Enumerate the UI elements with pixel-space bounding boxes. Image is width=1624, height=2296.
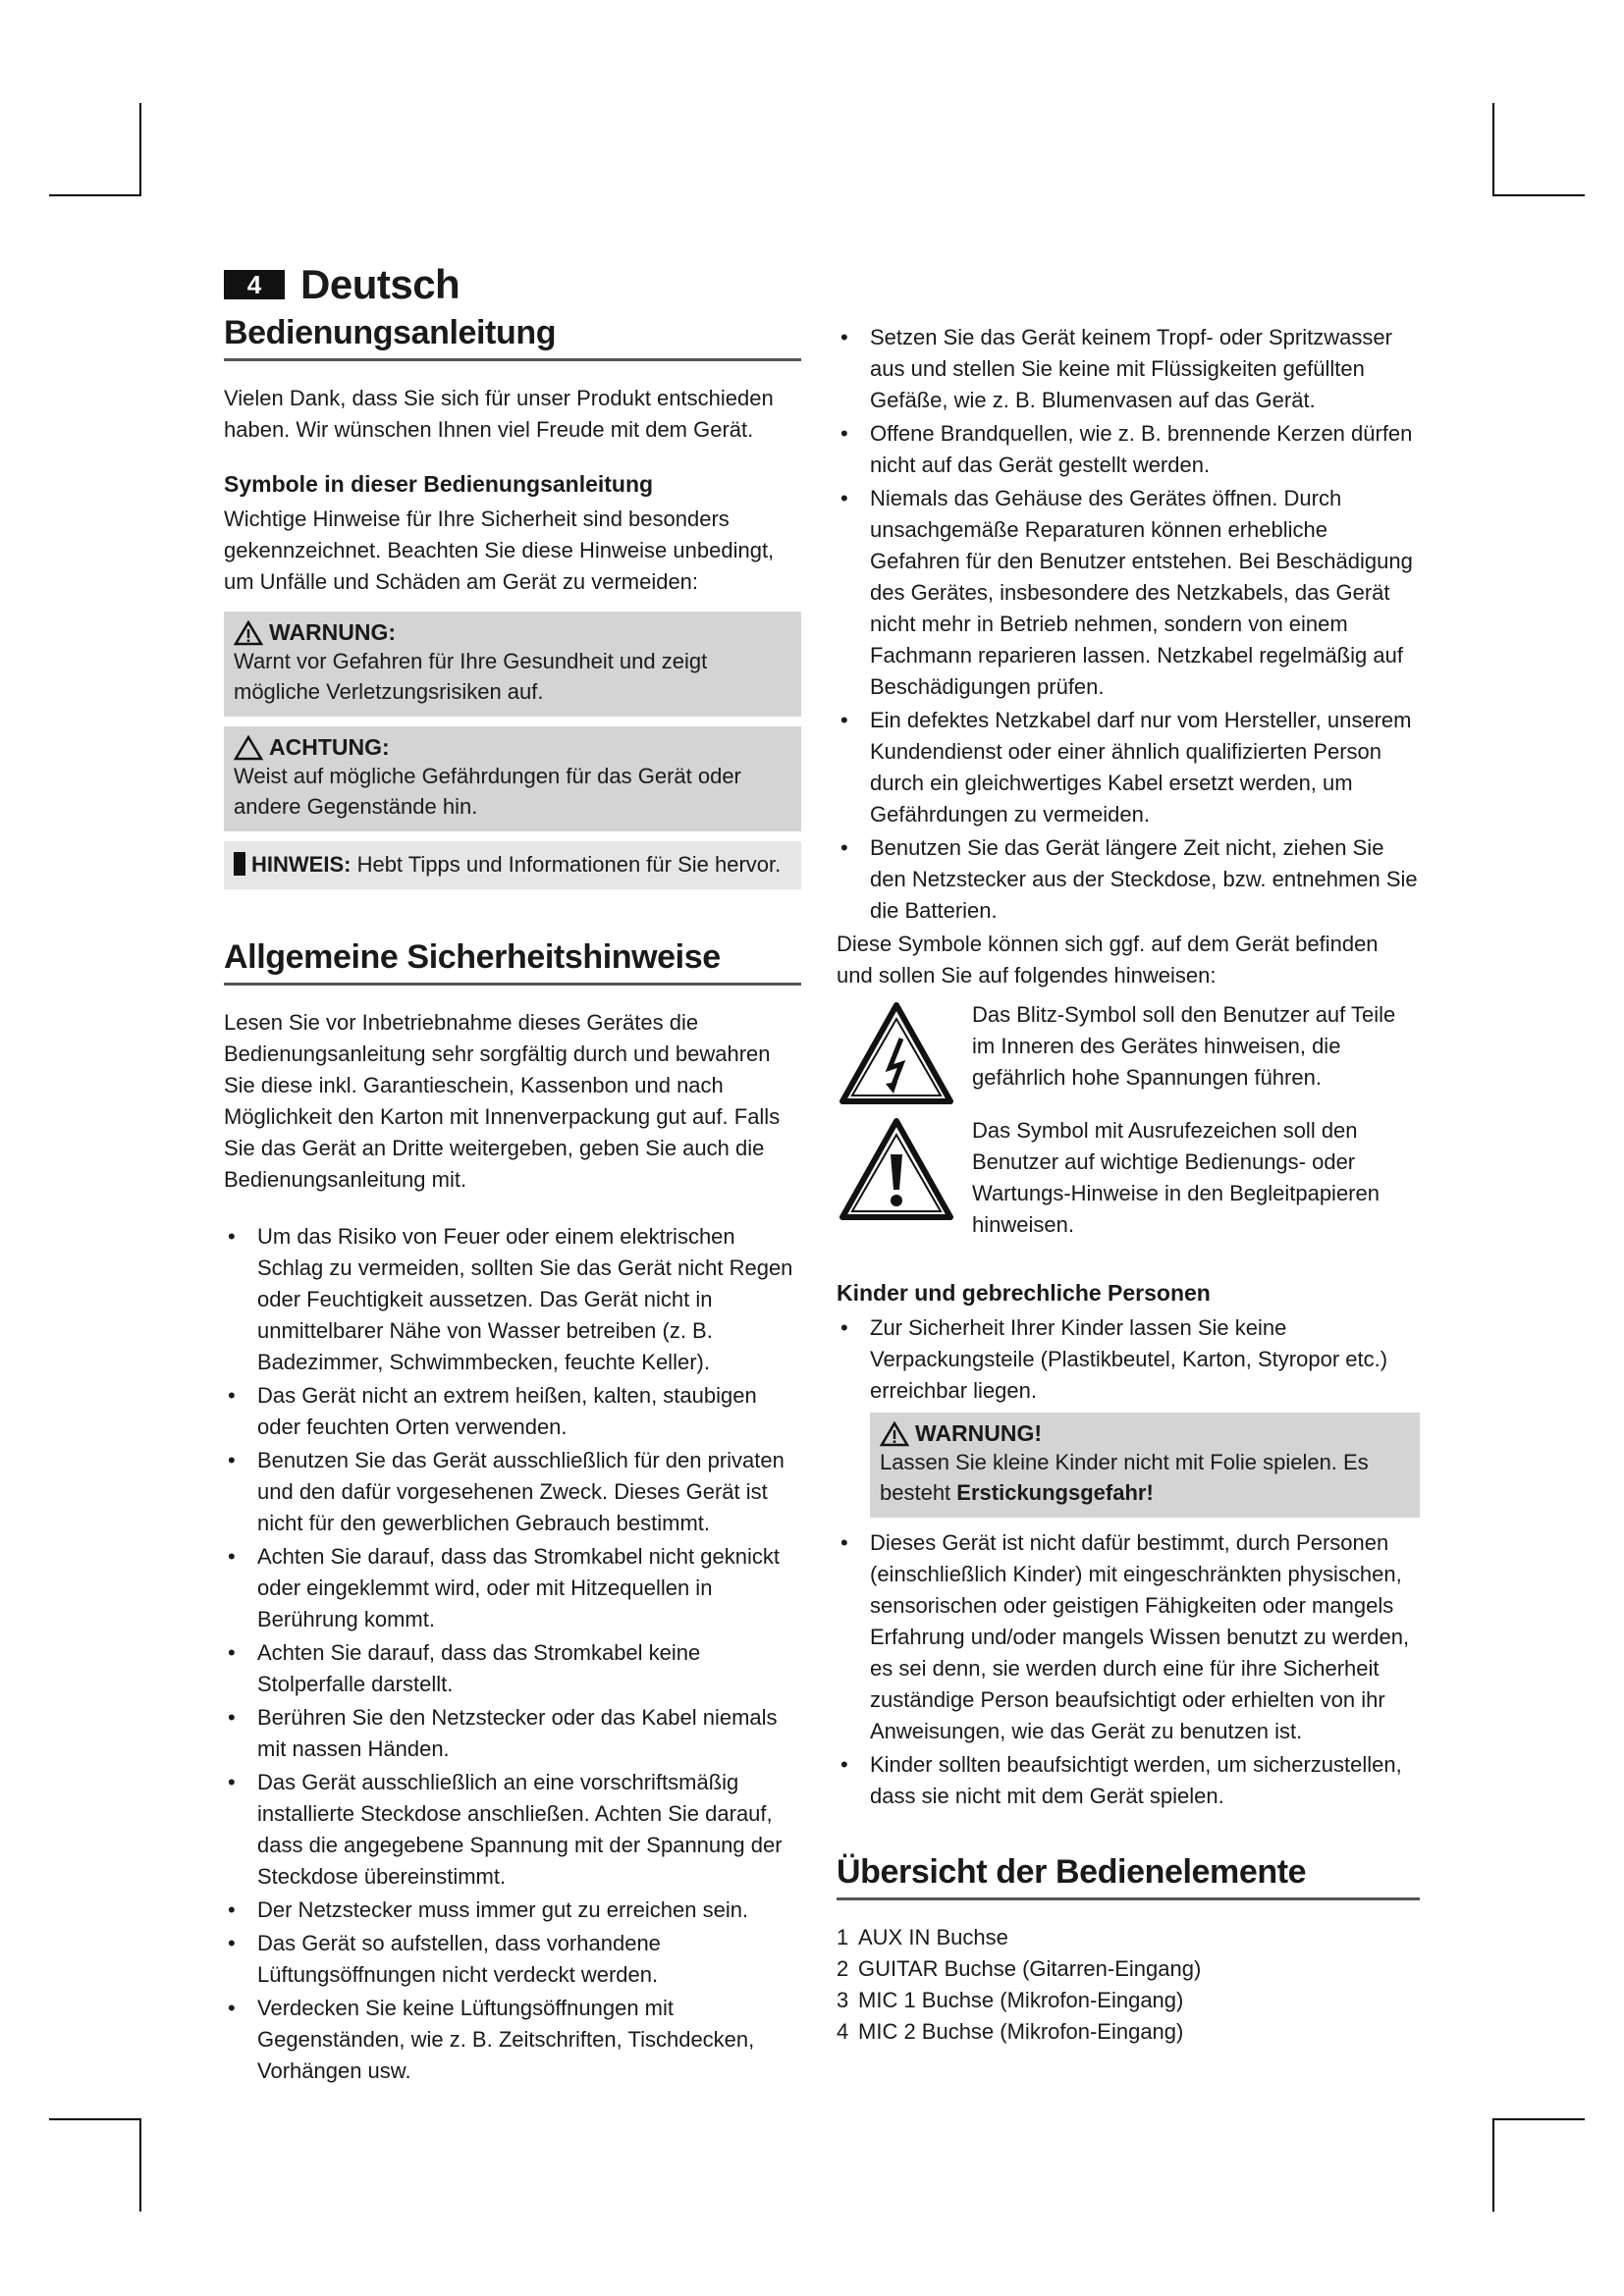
crop-mark (1492, 194, 1585, 196)
safety-list-right (837, 322, 1420, 927)
symbols-text: Wichtige Hinweise für Ihre Sicherheit sind besonders gekennzeichnet. Beachten Sie diese Hinweise unbedingt, um Unfälle und Schäden am Gerät zu vermeiden: (224, 507, 775, 594)
children-list-1 (837, 1312, 1420, 1407)
symbols-heading: Symbole in dieser Bedienungsanleitung (224, 471, 654, 497)
list-item: • Das Gerät so aufstellen, dass vorhandene Lüftungsöffnungen nicht verdeckt werden. (224, 1928, 801, 1991)
warning-icon (234, 620, 263, 646)
caution-text: Weist auf mögliche Gefährdungen für das Gerät oder andere Gegenstände hin. (234, 764, 741, 819)
controls-heading: Übersicht der Bedienelemente (837, 1853, 1420, 1900)
control-item: 1 AUX IN Buchse (837, 1925, 1008, 1949)
list-item: • Der Netzstecker muss immer gut zu erreichen sein. (224, 1895, 801, 1926)
list-item: • Berühren Sie den Netzstecker oder das Kabel niemals mit nassen Händen. (224, 1702, 801, 1765)
list-item: • Benutzen Sie das Gerät ausschließlich für den privaten und den dafür vorgesehenen Zweck. Dieses Gerät ist nicht für den gewerblichen Gebrauch bestimmt. (224, 1445, 801, 1539)
crop-mark (1492, 103, 1494, 196)
warning-text: Warnt vor Gefahren für Ihre Gesundheit und zeigt mögliche Verletzungsrisiken auf. (234, 649, 708, 704)
page-number: 4 (224, 270, 285, 299)
children-warning-box (870, 1413, 1420, 1518)
lightning-warning-icon (837, 999, 956, 1107)
list-item: • Das Gerät ausschließlich an eine vorschriftsmäßig installierte Steckdose anschließen. Achten Sie darauf, dass die angegebene Spannung mit der Spannung der Steckdose übereinstimmt. (224, 1767, 801, 1893)
exclamation-text: Das Symbol mit Ausrufezeichen soll den Benutzer auf wichtige Bedienungs- oder Wartungs-Hinweise in den Begleitpapieren hinweisen. (972, 1118, 1380, 1237)
warning-box (224, 612, 801, 717)
safety-heading: Allgemeine Sicherheitshinweise (224, 938, 801, 986)
safety-list-left (224, 1221, 801, 2087)
children-warning-text: Lassen Sie kleine Kinder nicht mit Folie spielen. Es besteht (880, 1450, 1369, 1505)
language-title: Deutsch (300, 261, 460, 307)
warning-icon (880, 1421, 909, 1447)
list-item: • Zur Sicherheit Ihrer Kinder lassen Sie keine Verpackungsteile (Plastikbeutel, Karton, Styropor etc.) erreichbar liegen. (837, 1312, 1420, 1407)
note-label: HINWEIS: (251, 852, 352, 877)
list-item: • Ein defektes Netzkabel darf nur vom Hersteller, unserem Kundendienst oder einer ähnlich qualifizierten Person durch ein gleichwertiges Kabel ersetzt werden, um Gefährdungen zu vermeiden. (837, 705, 1420, 830)
control-item: 4 MIC 2 Buchse (Mikrofon-Eingang) (837, 2019, 1184, 2044)
list-item: • Verdecken Sie keine Lüftungsöffnungen mit Gegenständen, wie z. B. Zeitschriften, Tischdecken, Vorhängen usw. (224, 1993, 801, 2087)
note-box (224, 841, 801, 889)
warning-title: WARNUNG: (269, 619, 397, 645)
list-item: • Dieses Gerät ist nicht dafür bestimmt, durch Personen (einschließlich Kinder) mit eingeschränkten physischen, sensorischen oder geistigen Fähigkeiten oder mangels Erfahrung und/oder mangels Wissen benutzt zu werden, es sei denn, sie werden durch eine für ihre Sicherheit zuständige Person beaufsichtigt oder erhielten von ihr Anweisungen, wie das Gerät zu benutzen ist. (837, 1527, 1420, 1747)
caution-icon (234, 735, 263, 761)
list-item: • Achten Sie darauf, dass das Stromkabel keine Stolperfalle darstellt. (224, 1637, 801, 1700)
children-heading: Kinder und gebrechliche Personen (837, 1280, 1211, 1306)
control-item: 2 GUITAR Buchse (Gitarren-Eingang) (837, 1956, 1202, 1981)
children-warning-title: WARNUNG! (915, 1420, 1043, 1446)
info-icon (234, 852, 245, 876)
children-warning-bold: Erstickungsgefahr! (956, 1480, 1154, 1505)
crop-mark (49, 2118, 141, 2120)
note-text: Hebt Tipps und Informationen für Sie hervor. (356, 852, 782, 877)
controls-list (837, 1922, 1420, 2048)
crop-mark (49, 194, 141, 196)
page-header (224, 261, 460, 308)
safety-intro: Lesen Sie vor Inbetriebnahme dieses Gerätes die Bedienungsanleitung sehr sorgfältig durch und bewahren Sie diese inkl. Garantieschein, Kassenbon und nach Möglichkeit den Karton mit Innenverpackung gut auf. Falls Sie das Gerät an Dritte weitergeben, geben Sie auch die Bedienungsanleitung mit. (224, 1010, 781, 1192)
left-column (224, 314, 801, 2089)
list-item: • Kinder sollten beaufsichtigt werden, um sicherzustellen, dass sie nicht mit dem Gerät spielen. (837, 1749, 1420, 1812)
crop-mark (139, 103, 141, 196)
crop-mark (1492, 2118, 1585, 2120)
right-column (837, 322, 1420, 2048)
lightning-text: Das Blitz-Symbol soll den Benutzer auf Teile im Inneren des Gerätes hinweisen, die gefährlich hohe Spannungen führen. (972, 1002, 1396, 1090)
device-symbols-intro: Diese Symbole können sich ggf. auf dem Gerät befinden und sollen Sie auf folgendes hinweisen: (837, 932, 1379, 988)
list-item: • Setzen Sie das Gerät keinem Tropf- oder Spritzwasser aus und stellen Sie keine mit Flüssigkeiten gefüllten Gefäße, wie z. B. Blumenvasen auf das Gerät. (837, 322, 1420, 416)
crop-mark (1492, 2118, 1494, 2212)
control-item: 3 MIC 1 Buchse (Mikrofon-Eingang) (837, 1988, 1184, 2012)
caution-title: ACHTUNG: (269, 734, 390, 760)
intro-text: Vielen Dank, dass Sie sich für unser Produkt entschieden haben. Wir wünschen Ihnen viel Freude mit dem Gerät. (224, 386, 774, 442)
list-item: • Das Gerät nicht an extrem heißen, kalten, staubigen oder feuchten Orten verwenden. (224, 1380, 801, 1443)
exclamation-warning-icon (837, 1115, 956, 1223)
list-item: • Achten Sie darauf, dass das Stromkabel nicht geknickt oder eingeklemmt wird, oder mit Hitzequellen in Berührung kommt. (224, 1541, 801, 1635)
caution-box (224, 726, 801, 831)
lightning-symbol-row (837, 999, 1420, 1107)
crop-mark (139, 2118, 141, 2212)
children-list-2 (837, 1527, 1420, 1812)
list-item: • Offene Brandquellen, wie z. B. brennende Kerzen dürfen nicht auf das Gerät gestellt werden. (837, 418, 1420, 481)
exclamation-symbol-row (837, 1115, 1420, 1241)
list-item: • Benutzen Sie das Gerät längere Zeit nicht, ziehen Sie den Netzstecker aus der Steckdose, bzw. entnehmen Sie die Batterien. (837, 832, 1420, 927)
list-item: • Niemals das Gehäuse des Gerätes öffnen. Durch unsachgemäße Reparaturen können erhebliche Gefahren für den Benutzer entstehen. Bei Beschädigung des Gerätes, insbesondere des Netzkabels, das Gerät nicht mehr in Betrieb nehmen, sondern von einem Fachmann reparieren lassen. Netzkabel regelmäßig auf Beschädigungen prüfen. (837, 483, 1420, 703)
manual-title: Bedienungsanleitung (224, 314, 801, 361)
list-item: • Um das Risiko von Feuer oder einem elektrischen Schlag zu vermeiden, sollten Sie das Gerät nicht Regen oder Feuchtigkeit aussetzen. Das Gerät nicht in unmittelbarer Nähe von Wasser betreiben (z. B. Badezimmer, Schwimmbecken, feuchte Keller). (224, 1221, 801, 1378)
